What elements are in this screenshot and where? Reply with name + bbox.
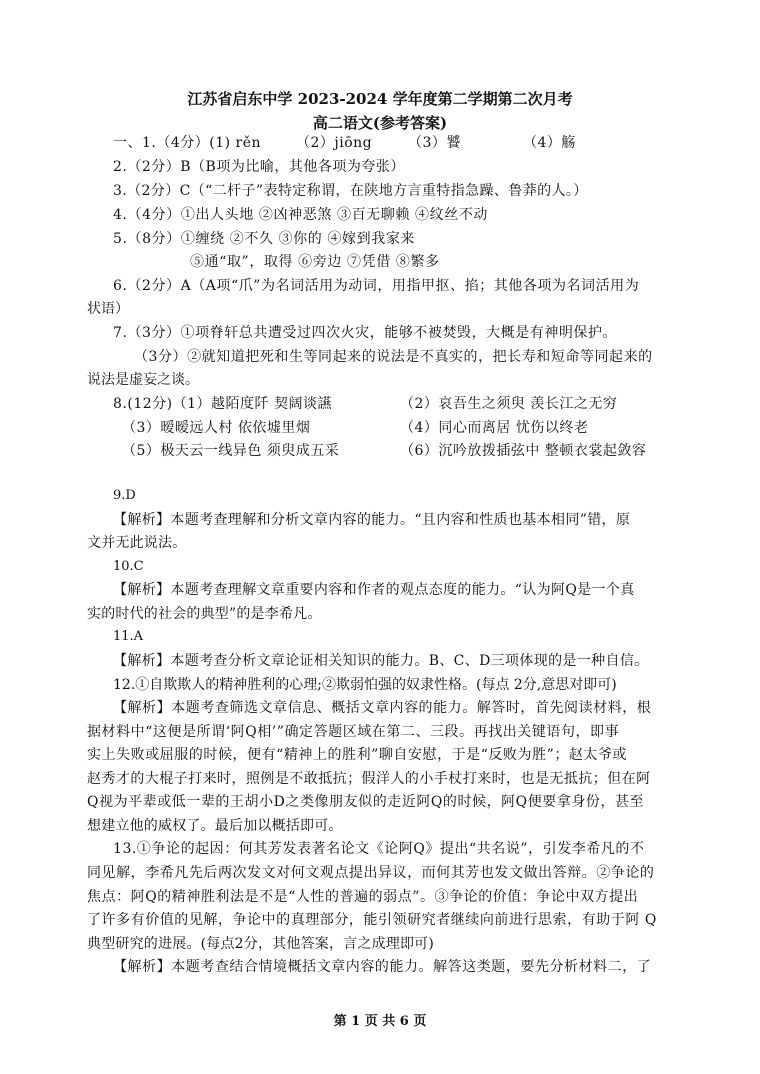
page-title: 江苏省启东中学 2023-2024 学年度第二学期第二次月考 xyxy=(187,90,573,108)
text-segment: 8.(12分)（1）越陌度阡 契阔谈讌 xyxy=(113,396,332,412)
text-segment: （4）觞 xyxy=(523,135,576,151)
text-segment: 文并无此说法。 xyxy=(87,535,187,551)
text-segment: 状语） xyxy=(87,301,129,317)
text-segment: 实上失败或屈服的时候，便有“精神上的胜利”聊自安慰，于是“反败为胜”；赵太爷或 xyxy=(87,747,628,763)
text-segment: 一、1.（4分）(1) rěn xyxy=(113,135,262,151)
text-segment: （2）哀吾生之须臾 羡长江之无穷 xyxy=(400,396,618,412)
text-segment: 同见解，李希凡先后两次发文对何文观点提出异议，而何其芳也发文做出答辩。②争论的 xyxy=(87,865,655,881)
text-segment: 【解析】本题考查分析文章论证相关知识的能力。B、C、D三项体现的是一种自信。 xyxy=(113,653,649,669)
text-segment: 典型研究的进展。(每点2分，其他答案，言之成理即可) xyxy=(87,936,435,952)
text-segment: 3.（2分）C（“二杆子”表特定称谓，在陕地方言重特指急躁、鲁莽的人。） xyxy=(113,183,588,199)
page-number: 第 1 页 共 6 页 xyxy=(333,1014,427,1029)
text-segment: 了许多有价值的见解，争论中的真理部分，能引领研究者继续向前进行思索，有助于阿 Q xyxy=(87,912,657,928)
text-segment: （3）饕 xyxy=(408,135,461,151)
text-segment: 9.D xyxy=(113,488,136,503)
text-segment: 想建立他的威权了。最后加以概括即可。 xyxy=(87,818,343,834)
text-segment: 赵秀才的大棍子打来时，照例是不敢抵抗；假洋人的小手杖打来时，也是无抵抗；但在阿 xyxy=(87,771,651,787)
text-segment: （4）同心而离居 忧伤以终老 xyxy=(400,420,589,436)
text-segment: 焦点：阿Q的精神胜利法是不是“人性的普遍的弱点”。③争论的价值：争论中双方提出 xyxy=(87,889,639,905)
text-segment: 10.C xyxy=(113,559,144,574)
text-segment: 【解析】本题考查筛选文章信息、概括文章内容的能力。解答时，首先阅读材料，根 xyxy=(113,700,652,716)
text-segment: ⑤通“取”，取得 ⑥旁边 ⑦凭借 ⑧繁多 xyxy=(190,254,440,270)
text-segment: 【解析】本题考查结合情境概括文章内容的能力。解答这类题，要先分析材料二，了 xyxy=(113,959,652,975)
text-segment: 4.（4分）①出人头地 ②凶神恶煞 ③百无聊赖 ④纹丝不动 xyxy=(113,207,489,223)
text-segment: （3）暧暧远人村 依依墟里烟 xyxy=(122,420,311,436)
text-segment: 5.（8分）①缠绕 ②不久 ③你的 ④嫁到我家来 xyxy=(113,231,416,247)
text-segment: （6）沉吟放拨插弦中 整顿衣裳起敛容 xyxy=(400,443,647,459)
text-segment: Q视为平辈或低一辈的王胡小D之类像朋友似的走近阿Q的时候，阿Q便要拿身份，甚至 xyxy=(87,794,645,810)
text-segment: 据材料中“这便是所谓‘阿Q相’”确定答题区域在第二、三段。再找出关键语句，即事 xyxy=(87,724,620,740)
text-segment: 2.（2分）B（B项为比喻，其他各项为夸张） xyxy=(113,159,405,175)
text-segment: 6.（2分）A（A项“爪”为名词活用为动词，用指甲抠、掐；其他各项为名词活用为 xyxy=(113,278,640,294)
text-segment: 11.A xyxy=(113,629,144,644)
text-segment: 7.（3分）①项脊轩总共遭受过四次火灾，能够不被焚毁，大概是有神明保护。 xyxy=(113,325,618,341)
text-segment: （3分）②就知道把死和生等同起来的说法是不真实的，把长寿和短命等同起来的 xyxy=(134,349,653,365)
text-segment: （2）jiōng xyxy=(296,135,373,151)
text-segment: 12.①自欺欺人的精神胜利的心理;②欺弱怕强的奴隶性格。(每点 2分,意思对即可) xyxy=(113,677,617,693)
text-segment: 13.①争论的起因：何其芳发表著名论文《论阿Q》提出“共名说”，引发李希凡的不 xyxy=(113,841,645,857)
text-segment: （5）极天云一线异色 须臾成五采 xyxy=(122,443,340,459)
text-segment: 说法是虚妄之谈。 xyxy=(87,372,199,388)
text-segment: 【解析】本题考查理解文章重要内容和作者的观点态度的能力。“认为阿Q是一个真 xyxy=(113,582,635,598)
page-subtitle: 高二语文(参考答案) xyxy=(312,114,448,132)
text-segment: 【解析】本题考查理解和分析文章内容的能力。“且内容和性质也基本相同”错，原 xyxy=(113,512,631,528)
text-segment: 实的时代的社会的典型”的是李希凡。 xyxy=(87,606,322,622)
